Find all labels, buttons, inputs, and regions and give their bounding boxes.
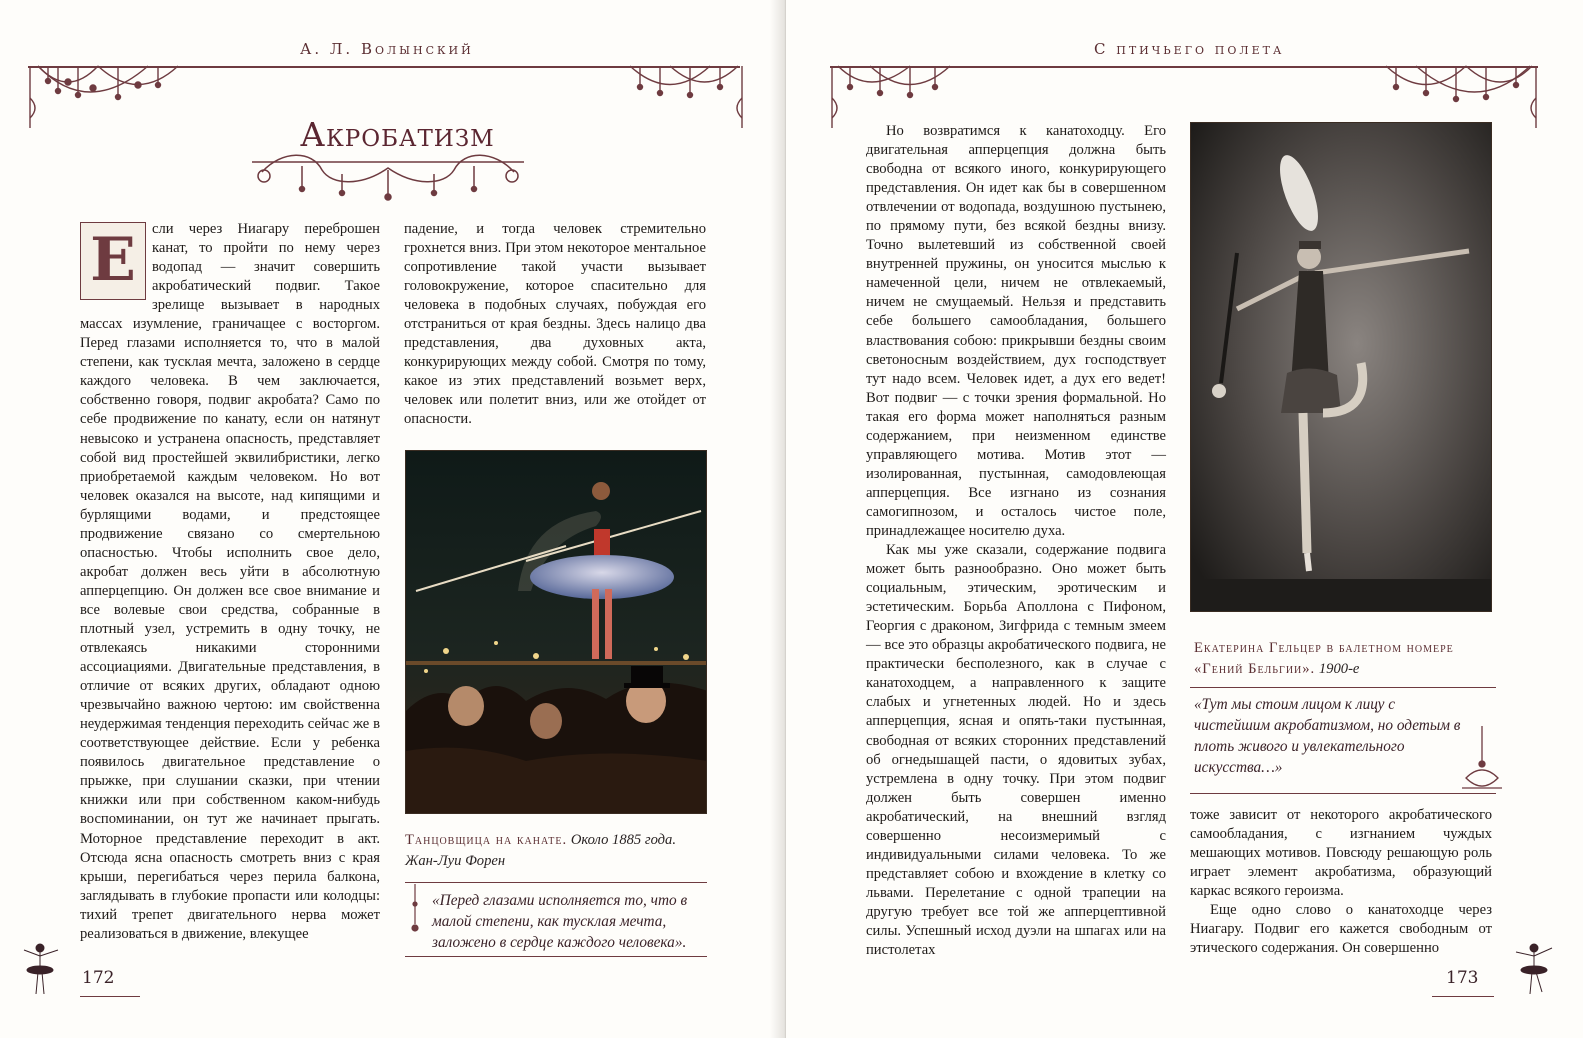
running-head-right: С птичьего полета [1094, 40, 1285, 58]
photo-caption-work: «Гений Бельгии». [1194, 661, 1316, 677]
right-page [786, 0, 1583, 1038]
title-flourish-icon [242, 150, 534, 202]
photo-image [1191, 123, 1492, 612]
drop-cap [80, 222, 146, 300]
photo-caption [1194, 638, 1494, 680]
pullquote-rule-top [405, 882, 707, 883]
caption-author: Жан-Луи Форен [405, 853, 506, 869]
pullquote-pendant-icon [405, 884, 425, 940]
header-garland-left-icon [28, 58, 188, 133]
painting-caption [405, 830, 705, 872]
chapter-title: Акробатизм [300, 115, 495, 154]
folio-rule-right [1432, 996, 1494, 997]
left-page [0, 0, 786, 1038]
paragraph: падение, и тогда человек стремительно грохнется вниз. При этом некоторое ментальное сопротивление такой участи вызывает головокружение, которое спасительно для человека в подобных случаях, побуждая его отстраниться от края бездны. Здесь налицо два представления, два духовных акта, конкурирующих между собой. Смотря по тому, какое из этих представлений возьмет верх, человек или полетит вниз, или же отойдет от опасности. [404, 221, 706, 428]
left-text-column-1 [80, 220, 380, 944]
pullquote-right-rule-bottom [1190, 793, 1496, 794]
pullquote-right-flourish-icon [1462, 722, 1502, 800]
corner-dancer-left-icon [14, 938, 66, 1002]
folio-rule-left [80, 996, 140, 997]
pullquote-right-rule-top [1190, 687, 1496, 688]
pullquote-left: «Перед глазами исполняется то, что в малой степени, как тусклая мечта, заложено в сердце каждого человека». [432, 892, 688, 951]
caption-date: Около 1885 года. [570, 832, 677, 848]
painting-image [406, 451, 707, 814]
caption-title: Танцовщица на канате. [405, 832, 568, 848]
right-text-column-1 [866, 122, 1166, 960]
photo-caption-title: Екатерина Гельцер в балетном номере [1194, 640, 1454, 656]
painting-tightrope-dancer [405, 450, 707, 814]
header-garland-right-icon [620, 58, 750, 133]
drop-cap-letter: Е [90, 225, 136, 295]
paragraph: сли через Ниагару переброшен канат, то пройти по нему через водопад — значит совершить акробатический подвиг. Такое зрелище вызывает в народных массах изумление, граничащее с восторгом. Перед глазами исполняется то, что в малой степени, как тусклая мечта, заложено в сердце каждого человека. В чем заключается, собственно говоря, подвиг акробата? Само по себе продвижение по канату, если он натянут невысоко и устранена опасность, представляет собой вид простейшей эквилибристики, легко приобретаемой каждым человеком. Но вот человек оказался на высоте, над кипящими и бурлящими водами, и предстоящее продвижение связано со смертельною опасностью. Чтобы исполнить свое дело, акробат должен весь уйти в абсолютную апперцепцию. Он должен все свое внимание и все волевые свои средства, собранные в плотный узел, устремить в одну точку, не отвлекаясь никакими сторонними ассоциациями. Двигательные представления, в отличие от всяких других, обладают одною чрезвычайно важною чертою: им свойственна неудержимая тенденция переходить сейчас же в соответствующее действие. Если у ребенка появилось двигательное представление о прыжке, при слушании сказки, при чтении книжки или при собственном каком-нибудь воспоминании, он тут же начинает прыгать. Моторное представление переходит в акт. Отсюда ясна опасность смотреть вниз с края крыши, перегибаться через перила балкона, заглядывать в глубокие пропасти или колодцы: тихий трепет двигательного нерва может реализоваться в движение, влекущее [80, 221, 380, 942]
paragraph: Как мы уже сказали, содержание подвига может быть разнообразно. Оно может быть социальным, этическим, эротическим и эстетическим. Борьба Аполлона с Пифоном, Георгия с драконом, Зигфрида с темным змеем — все это образцы акробатического подвига, не практически бесполезного, как в случае с канатоходцем, а направленного к защите слабых и угнетенных людей. Но и здесь апперцепция, ясная и опять-таки пустынная, свободная от всяких сторонних представлений об огнедышащей пасти, о ядовитых зубах, устремлена в одну точку. При этом подвиг должен быть совершен именно акробатический, на внешний взгляд совершенно несоизмеримый с индивидуальными силами человека. То же представляет собою и вхождение в клетку со львами. Перелетание с одной трапеции на другую требует все той же апперцептивной силы. Успешный исход дуэли на шпагах или на пистолетах [866, 542, 1166, 959]
pullquote-right: «Тут мы стоим лицом к лицу с чистейшим акробатизмом, но одетым в плоть живого и увлекательного искусства…» [1194, 696, 1461, 776]
page-number-left: 172 [82, 968, 115, 988]
corner-dancer-right-icon [1508, 938, 1560, 1002]
left-text-column-2 [404, 220, 706, 430]
paragraph: тоже зависит от некоторого акробатического самообладания, с изгнанием чуждых мешающих мотивов. Повсюду решающую роль играет элемент акробатизма, образующий каркас всякого героизма. [1190, 807, 1492, 900]
right-text-column-2 [1190, 806, 1492, 958]
page-number-right: 173 [1446, 968, 1479, 988]
paragraph: Еще одно слово о канатоходце через Ниагару. Подвиг его кажется свободным от этического содержания. Он совершенно [1190, 902, 1492, 957]
photo-geltser [1190, 122, 1492, 612]
paragraph: Но возвратимся к канатоходцу. Его двигательная апперцепция должна быть свободна от всякого иного, конкурирующего представления. Он идет как бы в совершенном отвлечении от водопада, воздушною пустынею, по прямому пути, без всякой бездны внизу. Точно вылетевший из собственной своей внутренней пружины, он уносится мыслью к намеченной цели, ничем не отвлекаемый, ничем не смущаемый. Нельзя и представить себе большего самообладания, большего властвования собою: прикрывши бездны своим светоносным воздействием, дух господствует тут надо всем. Человек идет, а дух его ведет! Вот подвиг — с точки зрения формальной. Но такая его форма может наполняться разным содержанием, при неизменном единстве управляющего мотива. Мотив этот — изолированная, пустынная, самодовлеющая апперцепция. Все изгнано из сознания самогипнозом, и осталось чистое поле, принадлежащее носителю духа. [866, 123, 1166, 539]
pullquote-rule-bottom [405, 956, 707, 957]
running-head-left: А. Л. Волынский [300, 40, 474, 58]
photo-caption-date: 1900-е [1318, 661, 1360, 677]
